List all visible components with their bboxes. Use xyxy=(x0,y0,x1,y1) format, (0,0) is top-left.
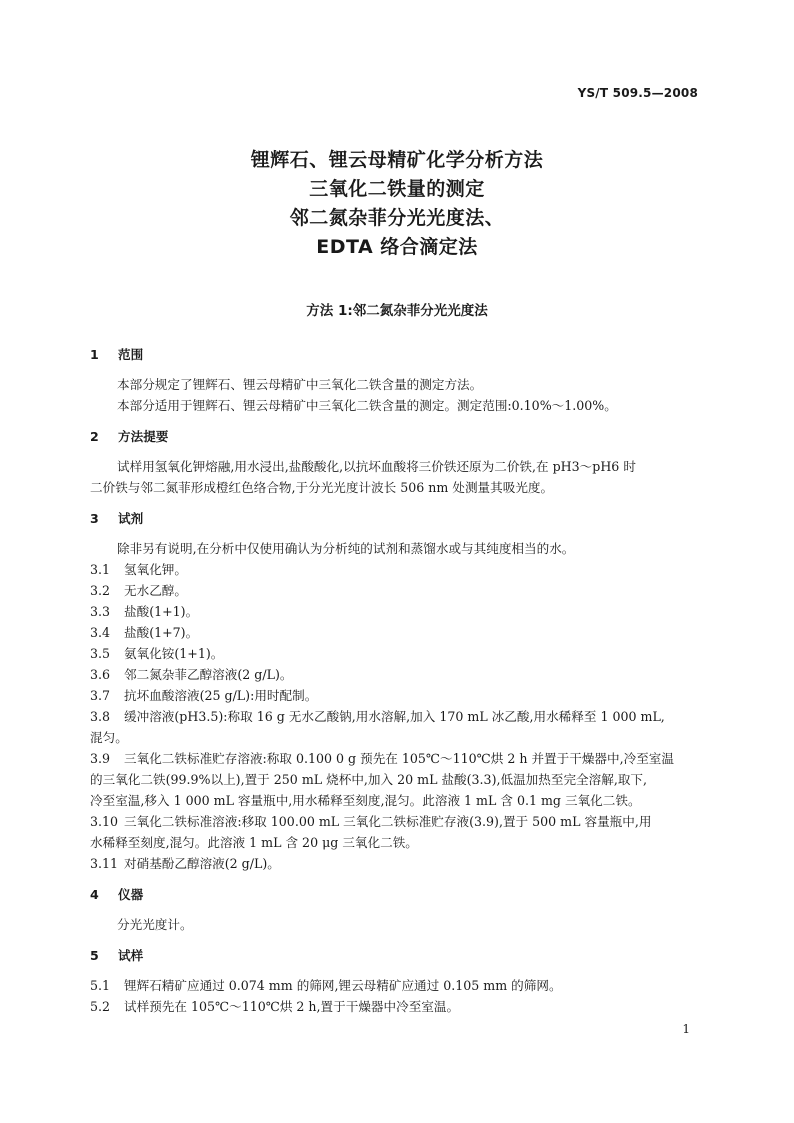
clause-number: 3.8 xyxy=(90,709,111,724)
clause-text: 盐酸(1+7)。 xyxy=(124,625,199,640)
title-line-3: 邻二氮杂菲分光光度法、 xyxy=(289,207,505,229)
clause-item xyxy=(90,664,710,685)
section-heading-sample xyxy=(90,945,710,967)
clause-item xyxy=(90,622,710,643)
clause-number: 3.6 xyxy=(90,667,111,682)
section-number: 4 xyxy=(90,887,99,902)
clause-item xyxy=(90,975,710,996)
clause-number: 3.9 xyxy=(90,751,111,766)
clause-number: 3.5 xyxy=(90,646,111,661)
section-number: 5 xyxy=(90,948,99,963)
section-heading-principle xyxy=(90,426,710,448)
clause-text: 对硝基酚乙醇溶液(2 g/L)。 xyxy=(124,856,280,871)
clause-number: 5.1 xyxy=(90,978,111,993)
section-number: 2 xyxy=(90,429,99,444)
section-number: 1 xyxy=(90,347,99,362)
clause-item xyxy=(90,685,710,706)
clause-item xyxy=(90,811,710,832)
clause-number: 3.4 xyxy=(90,625,111,640)
clause-text: 三氧化二铁标准贮存溶液:称取 0.100 0 g 预先在 105℃～110℃烘 2 h 并置于干燥器中,冷至室温 xyxy=(124,751,674,766)
clause-text: 三氧化二铁标准溶液:移取 100.00 mL 三氧化二铁标准贮存液(3.9),置于 500 mL 容量瓶中,用 xyxy=(124,814,652,829)
clause-text: 缓冲溶液(pH3.5):称取 16 g 无水乙酸钠,用水溶解,加入 170 mL 冰乙酸,用水稀释至 1 000 mL, xyxy=(124,709,665,724)
clause-item xyxy=(90,580,710,601)
section-heading-reagents xyxy=(90,508,710,530)
section-title: 仪器 xyxy=(118,887,144,902)
title-line-1: 锂辉石、锂云母精矿化学分析方法 xyxy=(250,149,544,171)
clause-number: 3.10 xyxy=(90,814,119,829)
clause-text: 试样预先在 105℃～110℃烘 2 h,置于干燥器中冷至室温。 xyxy=(124,999,460,1014)
title-line-2: 三氧化二铁量的测定 xyxy=(309,178,485,200)
clause-number: 3.7 xyxy=(90,688,111,703)
clause-item xyxy=(90,853,710,874)
clause-number: 3.1 xyxy=(90,562,111,577)
section-heading-scope xyxy=(90,344,710,366)
page-number: 1 xyxy=(682,1022,690,1036)
section-title: 范围 xyxy=(118,347,144,362)
clause-item xyxy=(90,559,710,580)
clause-text: 氨氧化铵(1+1)。 xyxy=(124,646,224,661)
clause-continuation: 的三氧化二铁(99.9%以上),置于 250 mL 烧杯中,加入 20 mL 盐酸(3.3),低温加热至完全溶解,取下, xyxy=(90,772,648,787)
section-heading-apparatus xyxy=(90,884,710,906)
paragraph-line: 二价铁与邻二氮菲形成橙红色络合物,于分光光度计波长 506 nm 处测量其吸光度。 xyxy=(90,480,554,495)
clause-number: 3.3 xyxy=(90,604,111,619)
method-title: 方法 1:邻二氮杂菲分光光度法 xyxy=(306,303,488,319)
clause-number: 5.2 xyxy=(90,999,111,1014)
section-title: 方法提要 xyxy=(118,429,169,444)
clause-item xyxy=(90,643,710,664)
document-title xyxy=(0,146,794,262)
document-body xyxy=(90,344,710,1017)
clause-text: 氢氧化钾。 xyxy=(124,562,187,577)
section-title: 试剂 xyxy=(118,511,144,526)
clause-continuation: 水稀释至刻度,混匀。此溶液 1 mL 含 20 μg 三氧化二铁。 xyxy=(90,835,418,850)
clause-item xyxy=(90,996,710,1017)
clause-text: 邻二氮杂菲乙醇溶液(2 g/L)。 xyxy=(124,667,293,682)
section-title: 试样 xyxy=(118,948,144,963)
clause-continuation: 混匀。 xyxy=(90,730,128,745)
clause-text: 盐酸(1+1)。 xyxy=(124,604,199,619)
clause-number: 3.2 xyxy=(90,583,111,598)
clause-number: 3.11 xyxy=(90,856,119,871)
clause-continuation: 冷至室温,移入 1 000 mL 容量瓶中,用水稀释至刻度,混匀。此溶液 1 mL 含 0.1 mg 三氧化二铁。 xyxy=(90,793,641,808)
paragraph: 本部分规定了锂辉石、锂云母精矿中三氧化二铁含量的测定方法。 xyxy=(117,377,483,392)
paragraph: 本部分适用于锂辉石、锂云母精矿中三氧化二铁含量的测定。测定范围:0.10%～1.00%。 xyxy=(117,398,617,413)
clause-item xyxy=(90,706,710,727)
clause-text: 无水乙醇。 xyxy=(124,583,187,598)
paragraph-line: 试样用氢氧化钾熔融,用水浸出,盐酸酸化,以抗坏血酸将三价铁还原为二价铁,在 pH3～pH6 时 xyxy=(117,459,636,474)
clause-text: 抗坏血酸溶液(25 g/L):用时配制。 xyxy=(124,688,318,703)
clause-item xyxy=(90,601,710,622)
standard-code: YS/T 509.5—2008 xyxy=(577,86,698,100)
section-number: 3 xyxy=(90,511,99,526)
title-line-4: EDTA 络合滴定法 xyxy=(316,236,478,258)
paragraph: 除非另有说明,在分析中仅使用确认为分析纯的试剂和蒸馏水或与其纯度相当的水。 xyxy=(117,541,575,556)
paragraph: 分光光度计。 xyxy=(117,917,193,932)
clause-text: 锂辉石精矿应通过 0.074 mm 的筛网,锂云母精矿应通过 0.105 mm 的筛网。 xyxy=(124,978,562,993)
clause-item xyxy=(90,748,710,769)
